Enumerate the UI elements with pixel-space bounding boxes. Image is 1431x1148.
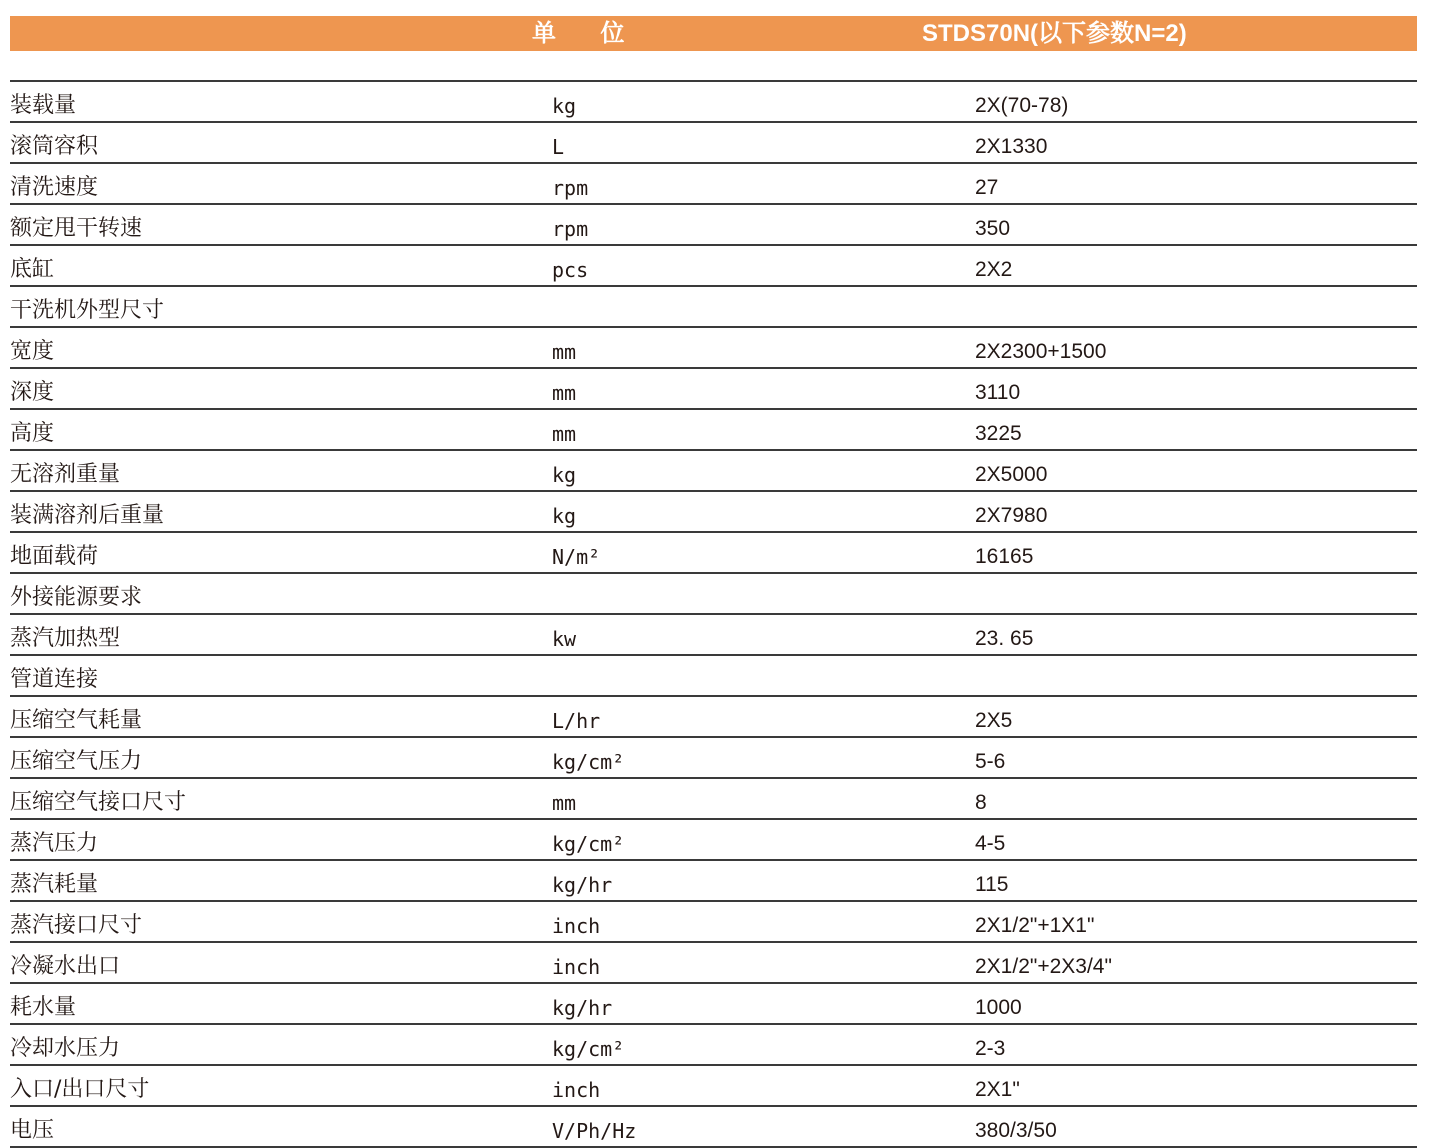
- spec-value: 2X5000: [975, 463, 1048, 486]
- spec-unit: kg/hr: [552, 996, 613, 1020]
- spec-name: 装载量: [10, 93, 77, 118]
- spec-unit: kg: [552, 463, 577, 487]
- spec-name: 清洗速度: [10, 175, 99, 200]
- spec-value: 5-6: [975, 750, 1006, 773]
- spec-name: 电压: [10, 1118, 55, 1143]
- spec-value: 8: [975, 791, 987, 814]
- spec-unit: kw: [552, 627, 577, 651]
- spec-unit: L: [552, 135, 565, 159]
- spec-table: [10, 82, 1417, 1148]
- spec-value: 16165: [975, 545, 1034, 568]
- spec-value: 2X1330: [975, 135, 1048, 158]
- spec-value: 27: [975, 176, 999, 199]
- spec-unit: V/Ph/Hz: [552, 1119, 637, 1143]
- table-row: [10, 779, 1417, 820]
- spec-unit: mm: [552, 340, 577, 364]
- spec-unit: mm: [552, 791, 577, 815]
- spec-name: 滚筒容积: [10, 134, 99, 159]
- spec-unit: kg/cm²: [552, 750, 625, 774]
- spec-name: 入口/出口尺寸: [10, 1077, 150, 1102]
- spec-name: 额定甩干转速: [10, 216, 143, 241]
- spec-unit: N/m²: [552, 545, 601, 569]
- table-row: [10, 451, 1417, 492]
- table-row: [10, 861, 1417, 902]
- table-row: [10, 410, 1417, 451]
- spec-unit: kg: [552, 504, 577, 528]
- table-header: [10, 16, 1417, 51]
- spec-name: 装满溶剂后重量: [10, 503, 165, 528]
- table-row: [10, 164, 1417, 205]
- spec-value: 2-3: [975, 1037, 1006, 1060]
- table-row: [10, 902, 1417, 943]
- spec-value: 3225: [975, 422, 1022, 445]
- spec-name: 蒸汽耗量: [10, 872, 99, 897]
- table-row: [10, 533, 1417, 574]
- spec-unit: inch: [552, 955, 601, 979]
- table-row: [10, 820, 1417, 861]
- spec-unit: L/hr: [552, 709, 601, 733]
- spec-value: 380/3/50: [975, 1119, 1057, 1142]
- spec-name: 冷凝水出口: [10, 954, 121, 979]
- spec-name: 蒸汽接口尺寸: [10, 913, 143, 938]
- table-row: [10, 1107, 1417, 1148]
- spec-value: 2X1": [975, 1078, 1020, 1101]
- spec-value: 1000: [975, 996, 1022, 1019]
- spec-name: 蒸汽压力: [10, 831, 99, 856]
- spec-name: 地面载荷: [10, 544, 99, 569]
- spec-value: 23. 65: [975, 627, 1034, 650]
- spec-name: 压缩空气耗量: [10, 708, 143, 733]
- spec-unit: kg: [552, 94, 577, 118]
- spec-name: 无溶剂重量: [10, 462, 121, 487]
- spec-name: 深度: [10, 380, 55, 405]
- spec-name: 底缸: [10, 257, 55, 282]
- table-row: [10, 1066, 1417, 1107]
- table-row: [10, 738, 1417, 779]
- header-model-label: STDS70N(以下参数N=2): [922, 20, 1187, 47]
- spec-name: 外接能源要求: [10, 585, 143, 610]
- table-row: [10, 123, 1417, 164]
- spec-value: 2X5: [975, 709, 1013, 732]
- table-row: [10, 492, 1417, 533]
- table-row: [10, 287, 1417, 328]
- header-unit-label: 单 位: [532, 19, 643, 47]
- spec-unit: kg/cm²: [552, 832, 625, 856]
- spec-value: 2X7980: [975, 504, 1048, 527]
- spec-value: 2X2300+1500: [975, 340, 1107, 363]
- table-row: [10, 656, 1417, 697]
- table-row: [10, 82, 1417, 123]
- spec-unit: rpm: [552, 176, 589, 200]
- table-row: [10, 697, 1417, 738]
- spec-name: 冷却水压力: [10, 1036, 121, 1061]
- spec-name: 管道连接: [10, 667, 99, 692]
- spec-name: 高度: [10, 421, 55, 446]
- spec-value: 4-5: [975, 832, 1006, 855]
- spec-unit: kg/hr: [552, 873, 613, 897]
- table-row: [10, 615, 1417, 656]
- table-row: [10, 246, 1417, 287]
- spec-value: 3110: [975, 381, 1021, 404]
- spec-unit: mm: [552, 422, 577, 446]
- spec-unit: kg/cm²: [552, 1037, 625, 1061]
- table-row: [10, 1025, 1417, 1066]
- spec-unit: mm: [552, 381, 577, 405]
- spec-name: 蒸汽加热型: [10, 626, 121, 651]
- table-row: [10, 984, 1417, 1025]
- table-row: [10, 369, 1417, 410]
- spec-name: 压缩空气接口尺寸: [10, 790, 187, 815]
- spec-value: 2X(70-78): [975, 94, 1069, 117]
- table-row: [10, 574, 1417, 615]
- spec-unit: rpm: [552, 217, 589, 241]
- spec-value: 350: [975, 217, 1011, 240]
- table-row: [10, 205, 1417, 246]
- spec-unit: inch: [552, 914, 601, 938]
- spec-value: 115: [975, 873, 1009, 896]
- spec-name: 干洗机外型尺寸: [10, 298, 165, 323]
- spec-value: 2X1/2"+2X3/4": [975, 955, 1112, 978]
- spec-name: 耗水量: [10, 995, 77, 1020]
- table-row: [10, 943, 1417, 984]
- spec-name: 宽度: [10, 339, 55, 364]
- table-row: [10, 328, 1417, 369]
- spec-name: 压缩空气压力: [10, 749, 143, 774]
- spec-unit: inch: [552, 1078, 601, 1102]
- spec-value: 2X2: [975, 258, 1013, 281]
- spec-unit: pcs: [552, 258, 589, 282]
- spec-value: 2X1/2"+1X1": [975, 914, 1095, 937]
